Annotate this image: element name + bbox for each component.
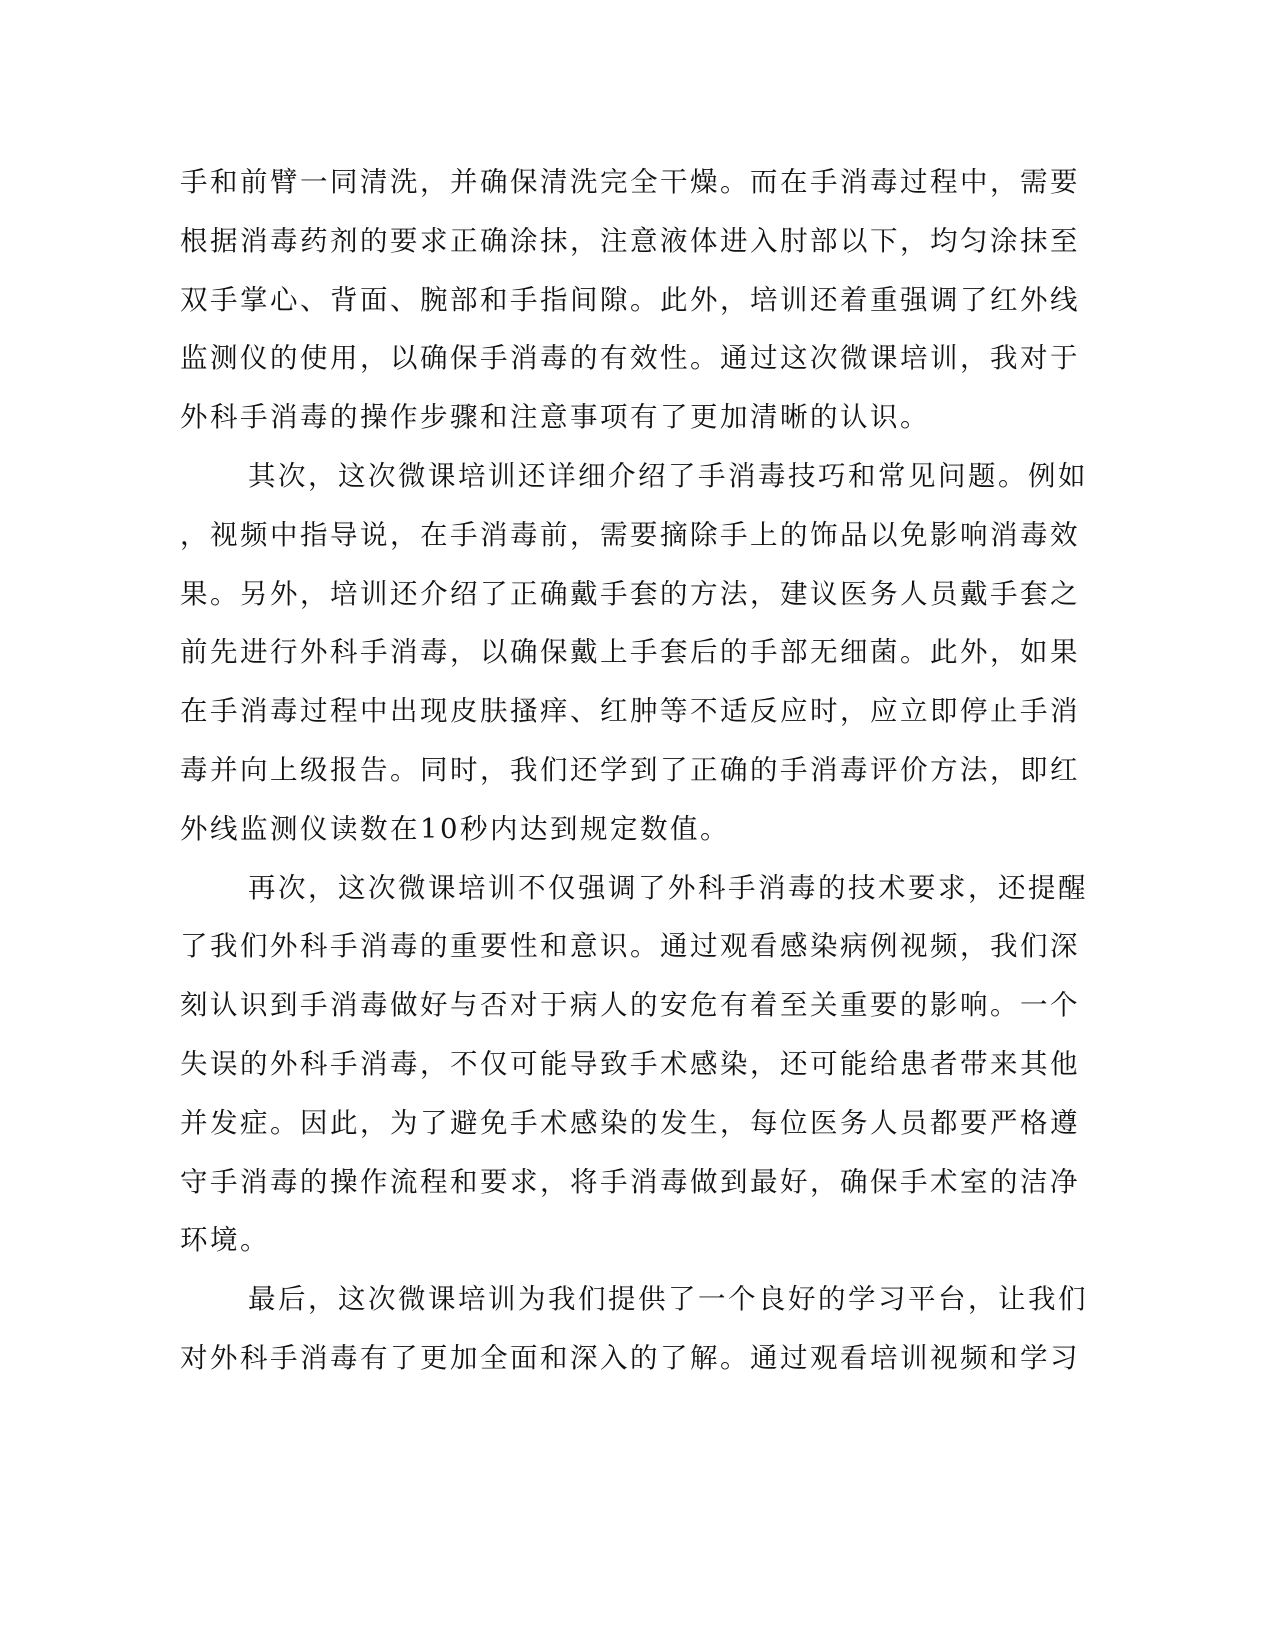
text-line: 失误的外科手消毒，不仅可能导致手术感染，还可能给患者带来其他	[180, 1047, 1080, 1080]
paragraph-start-line: 最后，这次微课培训为我们提供了一个良好的学习平台，让我们	[248, 1283, 1088, 1316]
text-line: ，视频中指导说，在手消毒前，需要摘除手上的饰品以免影响消毒效	[180, 518, 1080, 551]
text-line: 外线监测仪读数在10秒内达到规定数值。	[180, 812, 730, 845]
text-line: 并发症。因此，为了避免手术感染的发生，每位医务人员都要严格遵	[180, 1106, 1080, 1139]
text-line: 刻认识到手消毒做好与否对于病人的安危有着至关重要的影响。一个	[180, 989, 1080, 1022]
text-line: 手和前臂一同清洗，并确保清洗完全干燥。而在手消毒过程中，需要	[180, 166, 1080, 198]
text-line: 在手消毒过程中出现皮肤搔痒、红肿等不适反应时，应立即停止手消	[180, 695, 1080, 728]
text-line: 双手掌心、背面、腕部和手指间隙。此外，培训还着重强调了红外线	[180, 283, 1080, 316]
text-line: 前先进行外科手消毒，以确保戴上手套后的手部无细菌。此外，如果	[180, 636, 1080, 669]
paragraph-start-line: 其次，这次微课培训还详细介绍了手消毒技巧和常见问题。例如	[248, 459, 1088, 492]
text-line: 根据消毒药剂的要求正确涂抹，注意液体进入肘部以下，均匀涂抹至	[180, 224, 1080, 257]
text-line: 外科手消毒的操作步骤和注意事项有了更加清晰的认识。	[180, 401, 930, 434]
text-line: 果。另外，培训还介绍了正确戴手套的方法，建议医务人员戴手套之	[180, 577, 1080, 610]
text-line: 环境。	[180, 1224, 270, 1257]
text-line: 毒并向上级报告。同时，我们还学到了正确的手消毒评价方法，即红	[180, 753, 1080, 786]
paragraph-start-line: 再次，这次微课培训不仅强调了外科手消毒的技术要求，还提醒	[248, 871, 1088, 904]
text-line: 守手消毒的操作流程和要求，将手消毒做到最好，确保手术室的洁净	[180, 1165, 1080, 1198]
body-text	[180, 153, 1088, 1388]
text-line: 监测仪的使用，以确保手消毒的有效性。通过这次微课培训，我对于	[180, 342, 1080, 375]
text-line: 了我们外科手消毒的重要性和意识。通过观看感染病例视频，我们深	[180, 930, 1080, 963]
text-line: 对外科手消毒有了更加全面和深入的了解。通过观看培训视频和学习	[180, 1341, 1080, 1374]
